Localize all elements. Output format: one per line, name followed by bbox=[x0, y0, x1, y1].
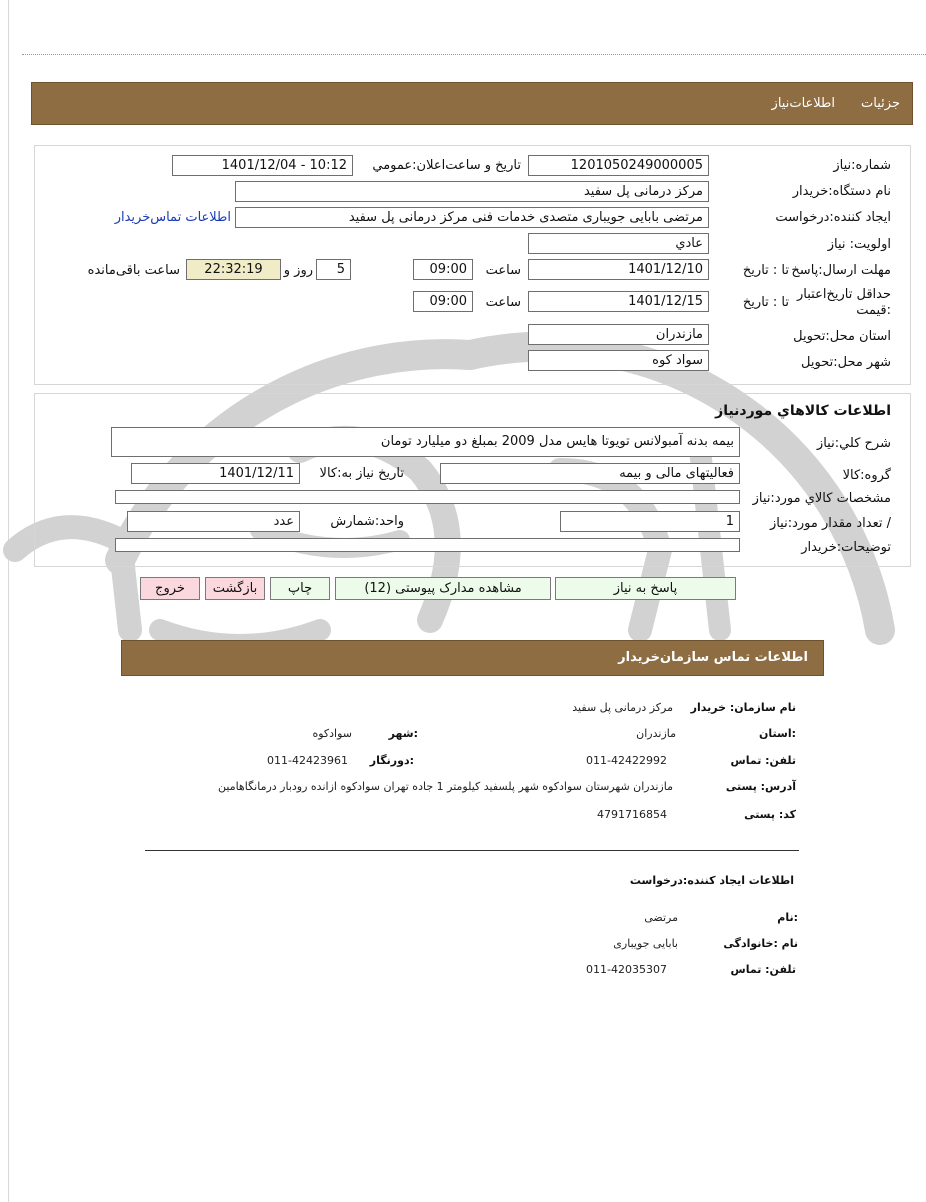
creator-field: مرتضی بابایی جویباری متصدی خدمات فنی مرکز درمانی پل سفید bbox=[235, 207, 709, 228]
creator-label: ایجاد کننده:درخواست bbox=[775, 210, 891, 225]
tab-details[interactable]: جزئیات bbox=[861, 96, 900, 111]
send-deadline-label: مهلت ارسال:پاسخ bbox=[791, 263, 891, 278]
qty-field: 1 bbox=[560, 511, 740, 532]
contact-city-value: سوادکوه bbox=[312, 727, 352, 740]
summary-field: بیمه بدنه آمبولانس تویوتا هایس مدل 2009 بمبلغ دو میلیارد تومان bbox=[111, 427, 740, 457]
validity-time-field: 09:00 bbox=[413, 291, 473, 312]
send-hour-label: ساعت bbox=[485, 263, 521, 278]
days-label: روز و bbox=[283, 263, 313, 278]
send-to-date-label: تا : تاریخ bbox=[742, 263, 789, 278]
creator-phone-label: تلفن: تماس bbox=[730, 963, 796, 976]
summary-label: شرح کلي:نیاز bbox=[816, 436, 891, 451]
need-number-field: 1201050249000005 bbox=[528, 155, 709, 176]
postal-code-label: کد: پستی bbox=[744, 808, 796, 821]
postal-code-value: 4791716854 bbox=[597, 808, 667, 821]
address-value: مازندران شهرستان سوادکوه شهر پلسفید کیلومتر 1 جاده تهران سوادکوه ازانده رودبار درمانگاهامین bbox=[218, 780, 673, 793]
city-label: شهر محل:تحویل bbox=[801, 355, 891, 370]
announce-label: تاریخ و ساعت‌اعلان:عمومي bbox=[372, 158, 521, 173]
remaining-label: ساعت باقی‌مانده bbox=[87, 263, 180, 278]
top-dotted-rule bbox=[22, 54, 926, 55]
send-date-field: 1401/12/10 bbox=[528, 259, 709, 280]
group-field: فعالیتهای مالی و بیمه bbox=[440, 463, 740, 484]
priority-label: اولویت: نیاز bbox=[827, 237, 891, 252]
contact-divider bbox=[145, 850, 799, 851]
remaining-time-field: 22:32:19 bbox=[186, 259, 281, 280]
buyer-org-label: نام دستگاه:خریدار bbox=[792, 184, 891, 199]
validity-date-field: 1401/12/15 bbox=[528, 291, 709, 312]
last-name-value: بابایی جویباری bbox=[613, 937, 678, 950]
unit-label: واحد:شمارش bbox=[330, 514, 404, 529]
specs-field bbox=[115, 490, 740, 504]
buyer-contact-link[interactable]: اطلاعات تماس‌خریدار bbox=[114, 210, 231, 225]
qty-label: / تعداد مقدار مورد:نیاز bbox=[769, 516, 891, 531]
contact-section-title: اطلاعات تماس سازمان‌خریدار bbox=[618, 650, 808, 665]
back-button[interactable]: بازگشت bbox=[205, 577, 265, 600]
province-label: استان محل:تحویل bbox=[793, 329, 891, 344]
last-name-label: نام :خانوادگی bbox=[723, 937, 798, 950]
validity-to-date-label: تا : تاریخ bbox=[742, 295, 789, 310]
buyer-org-field: مرکز درمانی پل سفید bbox=[235, 181, 709, 202]
contact-province-value: مازندران bbox=[636, 727, 676, 740]
org-name-value: مرکز درمانی پل سفید bbox=[572, 701, 673, 714]
priority-field: عادي bbox=[528, 233, 709, 254]
creator-phone-value: 011-42035307 bbox=[586, 963, 667, 976]
city-field: سواد کوه bbox=[528, 350, 709, 371]
org-name-label: نام سازمان: خریدار bbox=[690, 701, 796, 714]
need-number-label: شماره:نیاز bbox=[833, 158, 891, 173]
send-time-field: 09:00 bbox=[413, 259, 473, 280]
creator-section-title: اطلاعات ایجاد کننده:درخواست bbox=[629, 874, 794, 887]
contact-phone-label: تلفن: تماس bbox=[730, 754, 796, 767]
first-name-value: مرتضی bbox=[644, 911, 678, 924]
validity-label-1: حداقل تاریخ‌اعتبار bbox=[797, 287, 891, 302]
need-date-label: تاریخ نیاز به:کالا bbox=[319, 466, 404, 481]
print-button[interactable]: چاپ bbox=[270, 577, 330, 600]
attachments-button[interactable]: مشاهده مدارک پیوستی (12) bbox=[335, 577, 551, 600]
tab-need-info[interactable]: اطلاعات‌نیاز bbox=[771, 96, 835, 111]
province-field: مازندران bbox=[528, 324, 709, 345]
fax-label: :دورنگار bbox=[369, 754, 414, 767]
reply-button[interactable]: پاسخ به نیاز bbox=[555, 577, 736, 600]
days-field: 5 bbox=[316, 259, 351, 280]
announce-datetime-field: 1401/12/04 - 10:12 bbox=[172, 155, 353, 176]
validity-label-2: :قیمت bbox=[856, 303, 891, 318]
goods-section-title: اطلاعات کالاهاي موردنياز bbox=[715, 403, 891, 419]
buyer-notes-field bbox=[115, 538, 740, 552]
specs-label: مشخصات کالاي مورد:نیاز bbox=[752, 491, 891, 506]
need-date-field: 1401/12/11 bbox=[131, 463, 300, 484]
first-name-label: :نام bbox=[777, 911, 798, 924]
contact-province-label: :استان bbox=[759, 727, 796, 740]
unit-field: عدد bbox=[127, 511, 300, 532]
group-label: گروه:کالا bbox=[842, 468, 891, 483]
fax-value: 011-42423961 bbox=[267, 754, 348, 767]
validity-hour-label: ساعت bbox=[485, 295, 521, 310]
address-label: آدرس: پستی bbox=[725, 780, 796, 793]
buyer-notes-label: توضیحات:خریدار bbox=[801, 540, 891, 555]
contact-phone-value: 011-42422992 bbox=[586, 754, 667, 767]
contact-city-label: :شهر bbox=[388, 727, 418, 740]
exit-button[interactable]: خروج bbox=[140, 577, 200, 600]
